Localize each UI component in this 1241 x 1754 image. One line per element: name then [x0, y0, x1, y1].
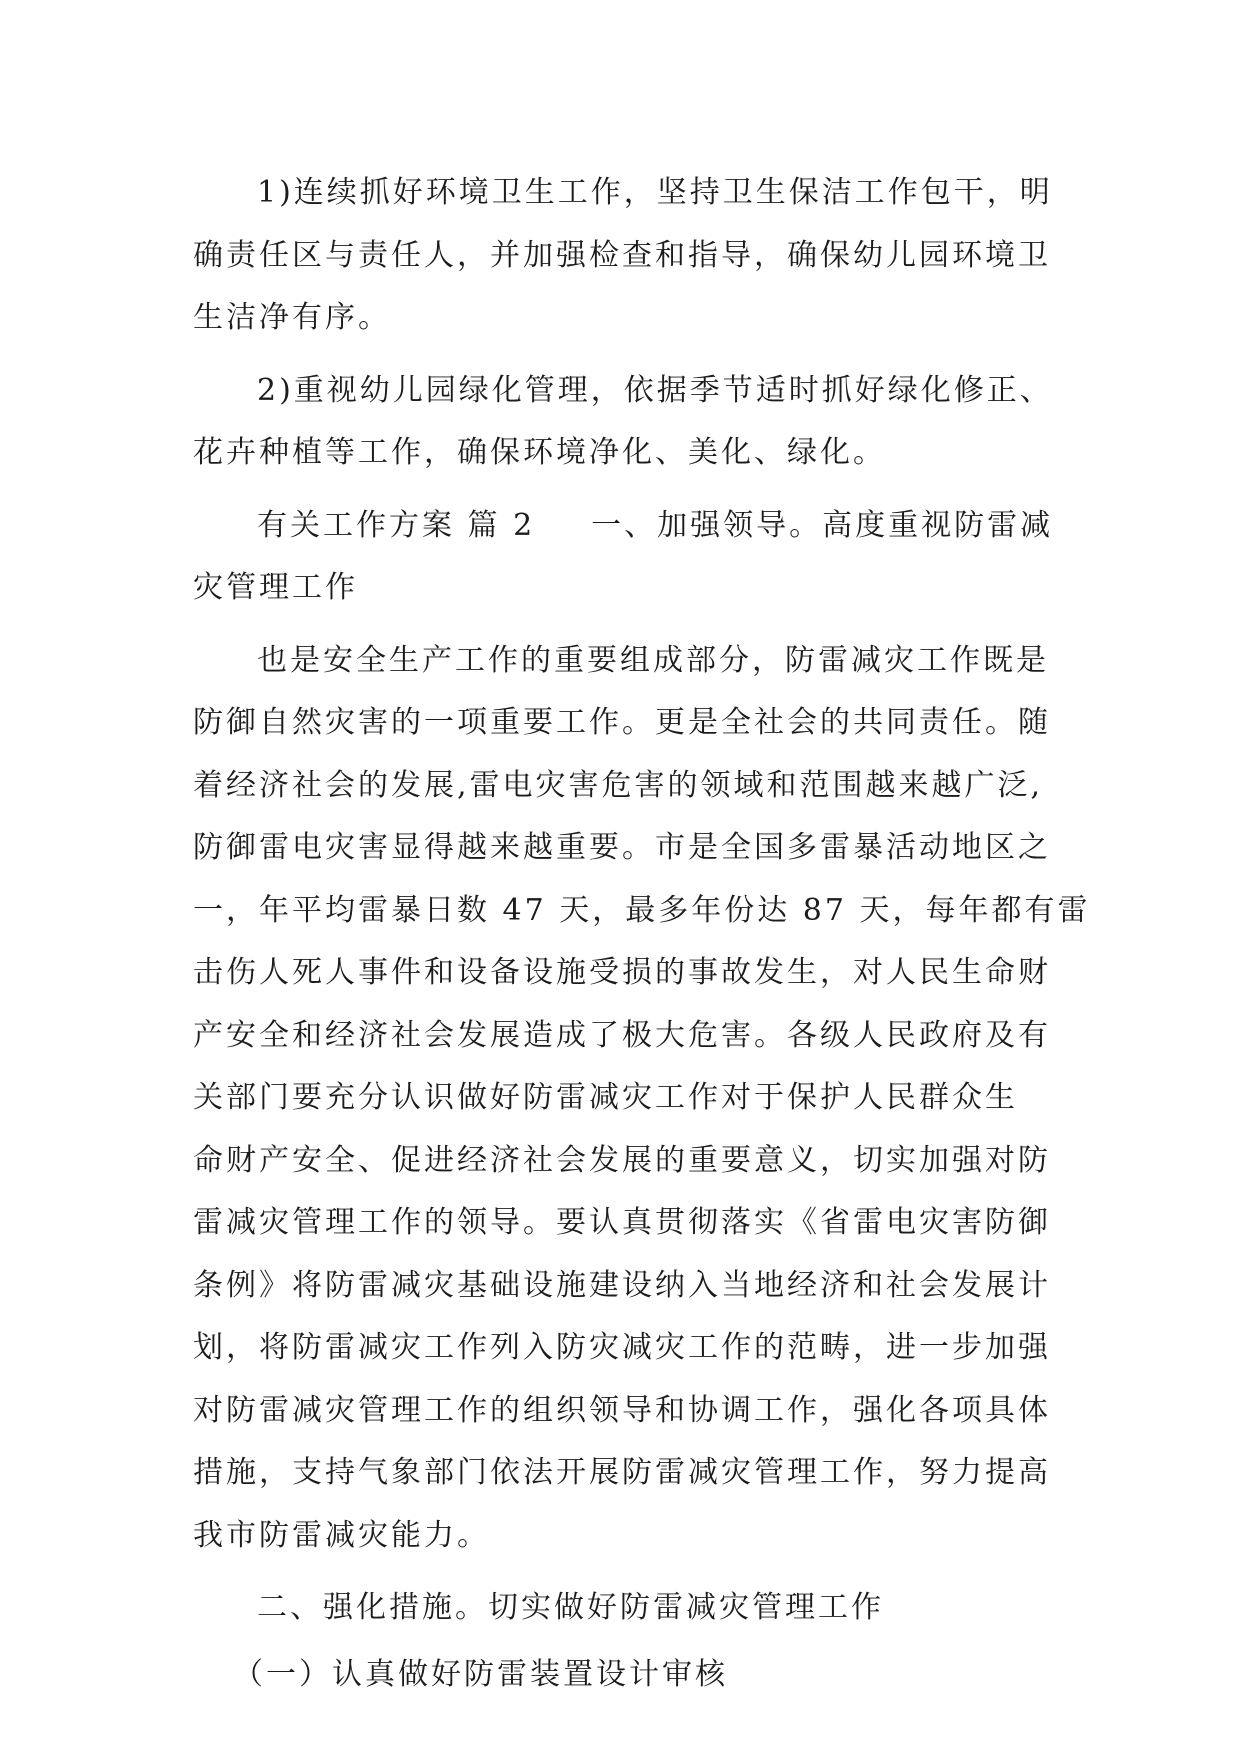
sub-point-1 [193, 1644, 1050, 1707]
paragraph-1 [193, 162, 1053, 350]
section-heading-paragraph [193, 495, 1054, 620]
text-line: 确责任区与责任人，并加强检查和指导，确保幼儿园环境卫 [193, 237, 1051, 273]
text-line: 雷减灾管理工作的领导。要认真贯彻落实《省雷电灾害防御 [193, 1205, 1051, 1240]
section-point-2 [193, 1577, 1050, 1640]
text-line: 对防雷减灾管理工作的组织领导和协调工作，强化各项具体 [193, 1392, 1051, 1428]
text-line: 也是安全生产工作的重要组成部分，防雷减灾工作既是 [257, 642, 1049, 678]
paragraph-2 [193, 360, 1053, 485]
text-line: 1)连续抓好环境卫生工作，坚持卫生保洁工作包干，明 [257, 175, 1053, 210]
text-line: 我市防雷减灾能力。 [193, 1517, 490, 1553]
point-heading: 一、加强领导。高度重视防雷减 [591, 507, 1054, 543]
text-line: 击伤人死人事件和设备设施受损的事故发生，对人民生命财 [193, 955, 1051, 990]
text-line: 2)重视幼儿园绿化管理，依据季节适时抓好绿化修正、 [257, 372, 1053, 408]
document-body [193, 162, 1091, 1706]
text-line: （一）认真做好防雷装置设计审核 [233, 1656, 728, 1692]
text-line: 一，年平均雷暴日数 47 天，最多年份达 87 天，每年都有雷 [193, 892, 1091, 928]
text-line: 措施，支持气象部门依法开展防雷减灾管理工作，努力提高 [193, 1455, 1051, 1490]
text-line: 产安全和经济社会发展造成了极大危害。各级人民政府及有 [193, 1017, 1051, 1053]
text-line: 关部门要充分认识做好防雷减灾工作对于保护人民群众生 [193, 1080, 1018, 1115]
section-heading: 有关工作方案 篇 2 [257, 507, 536, 543]
text-line: 划，将防雷减灾工作列入防灾减灾工作的范畴，进一步加强 [193, 1330, 1051, 1365]
text-line: 花卉种植等工作，确保环境净化、美化、绿化。 [193, 435, 886, 470]
text-line [193, 495, 1054, 558]
text-line: 灾管理工作 [193, 570, 358, 605]
text-line: 防御自然灾害的一项重要工作。更是全社会的共同责任。随 [193, 705, 1051, 740]
text-line: 着经济社会的发展,雷电灾害危害的领域和范围越来越广泛, [193, 767, 1044, 803]
text-line: 防御雷电灾害显得越来越重要。市是全国多雷暴活动地区之 [193, 830, 1051, 865]
text-line: 命财产安全、促进经济社会发展的重要意义，切实加强对防 [193, 1142, 1051, 1178]
text-line: 条例》将防雷减灾基础设施建设纳入当地经济和社会发展计 [193, 1267, 1051, 1303]
text-line: 二、强化措施。切实做好防雷减灾管理工作 [257, 1590, 884, 1625]
text-line: 生洁净有序。 [193, 300, 391, 335]
paragraph-body [193, 630, 1091, 1568]
